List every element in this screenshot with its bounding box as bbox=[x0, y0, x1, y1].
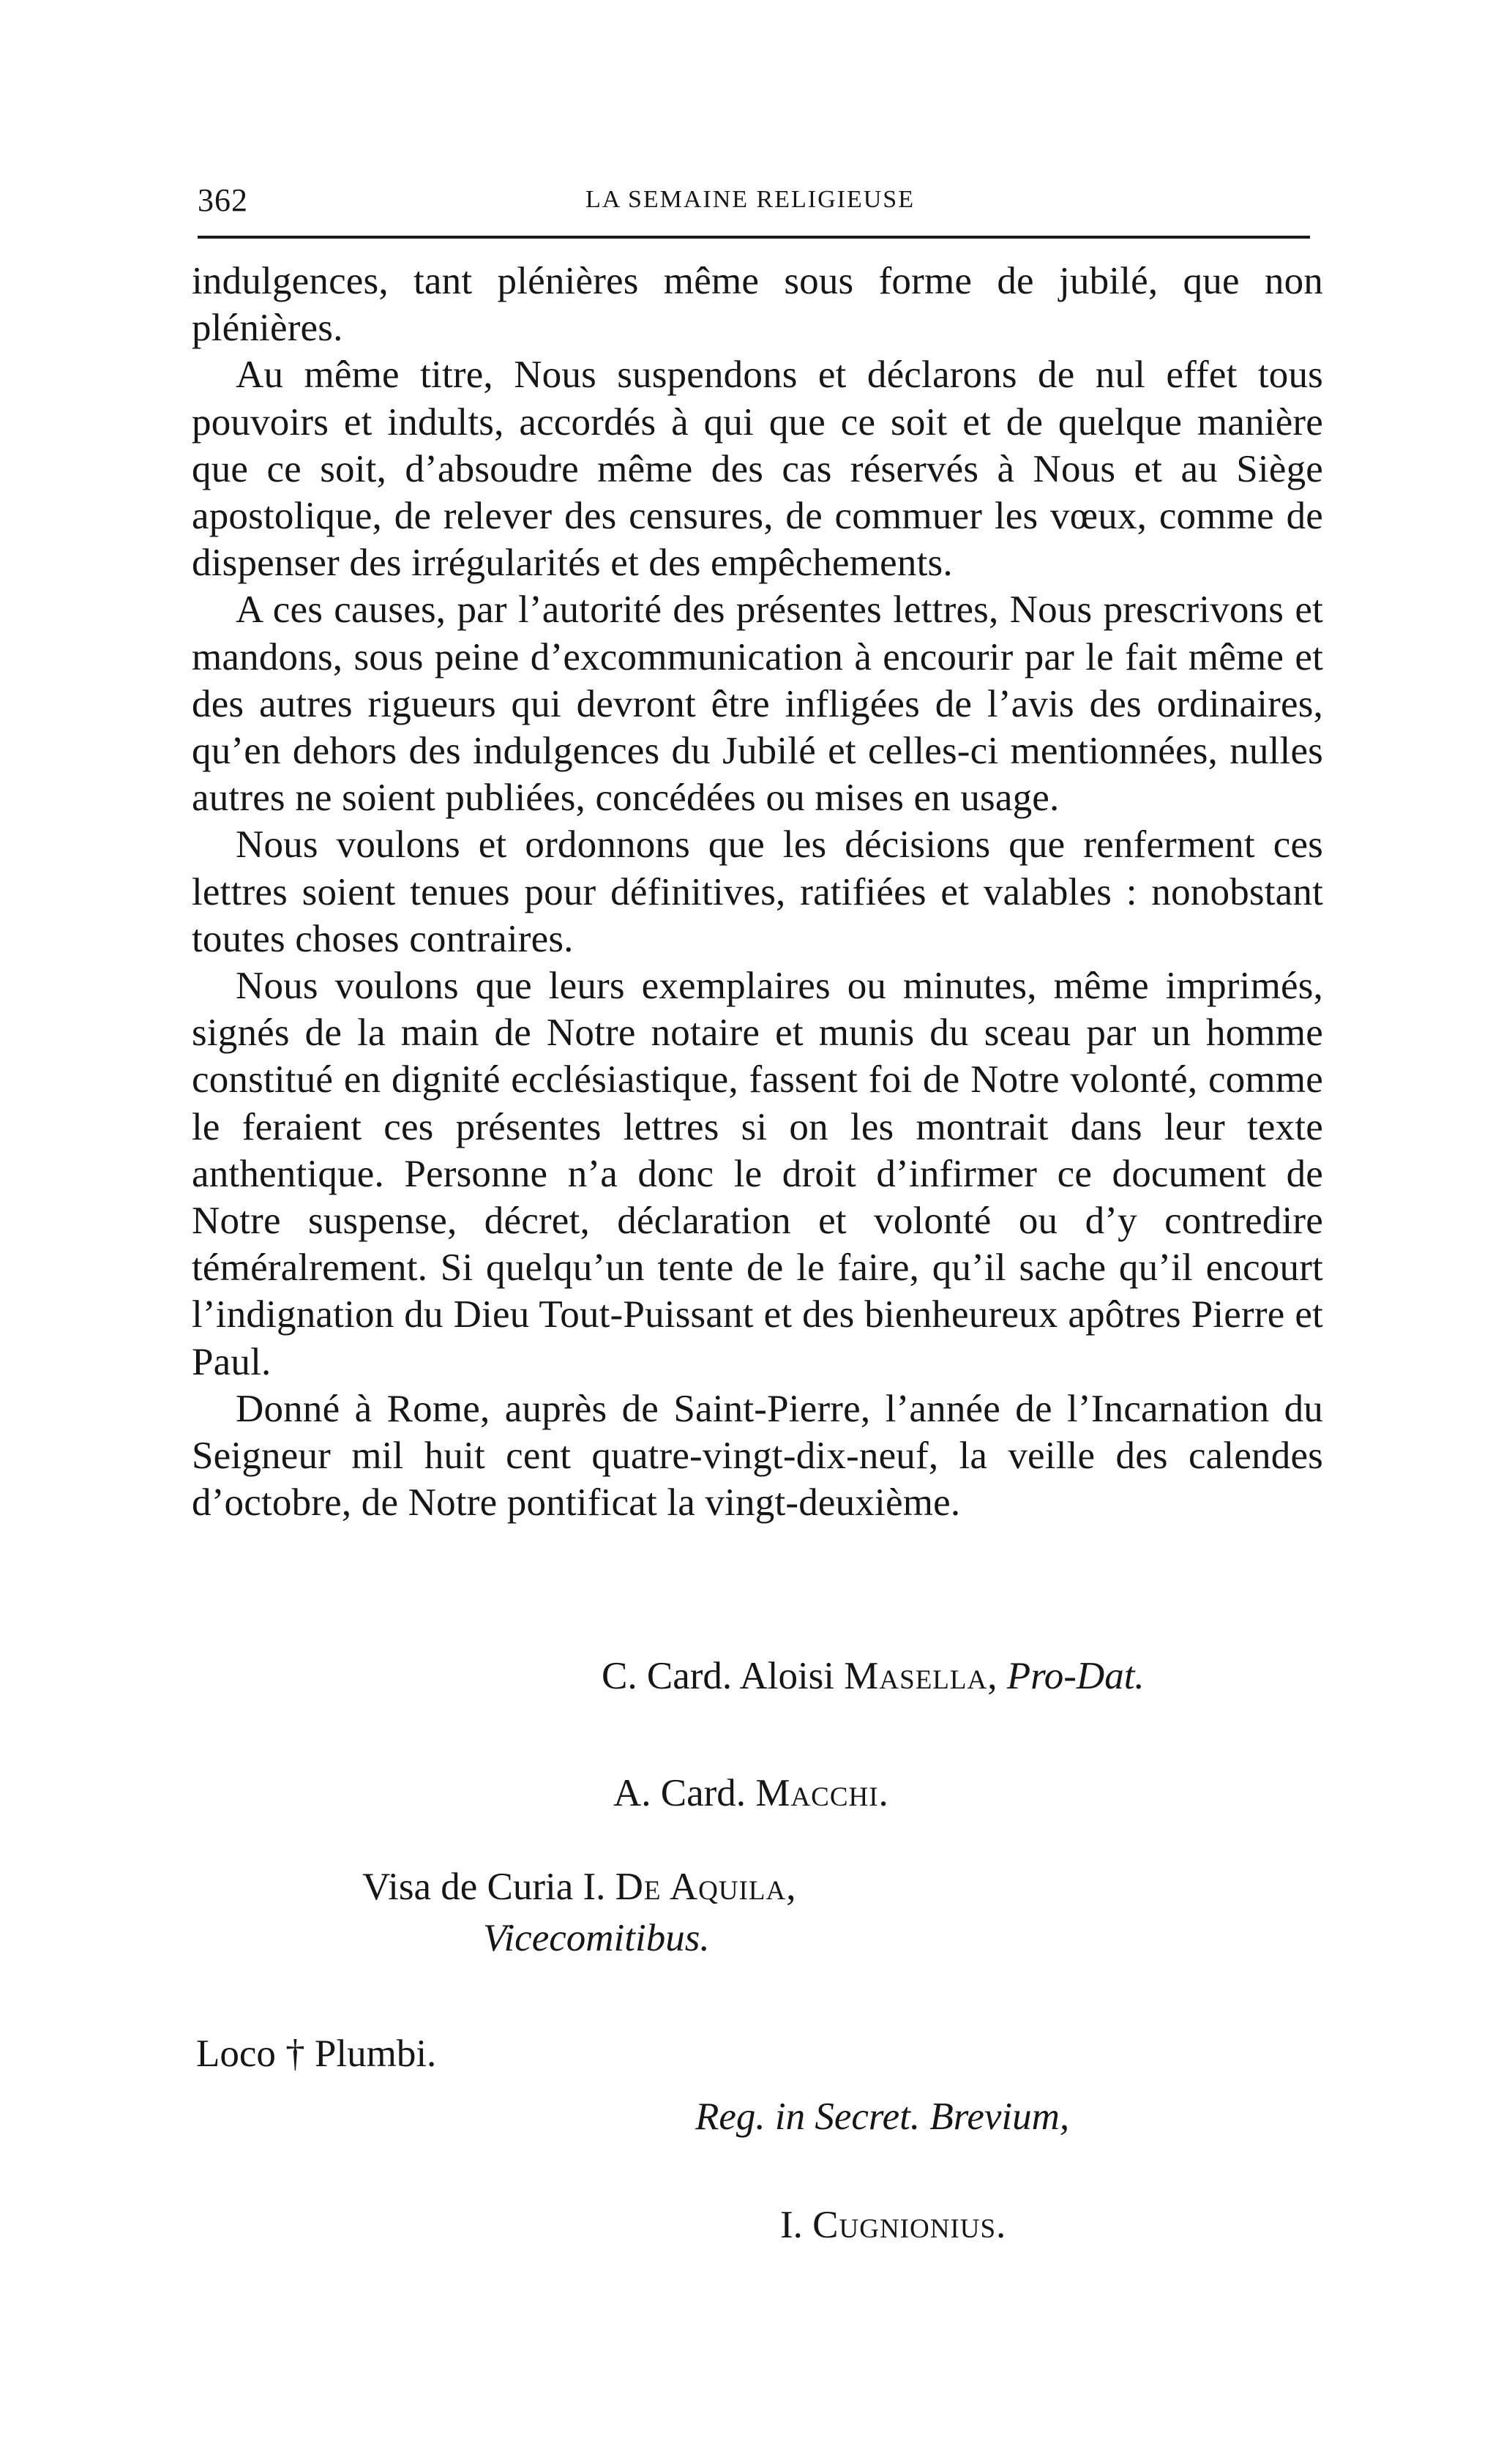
page-number: 362 bbox=[198, 182, 248, 218]
body-text bbox=[192, 258, 1323, 1526]
paragraph-copies: Nous voulons que leurs exemplaires ou minutes, même imprimés, signés de la main de Notre notaire et munis du sceau par un homme constitué en dignité ecclésiastique, fassent foi de Notre volonté, comme le feraient ces présentes lettres si on les montrait dans leur texte anthentique. Personne n’a donc le droit d’infirmer ce document de Notre suspense, décret, déclaration et volonté ou d’y contredire téméralrement. Si quelqu’un tente de le faire, qu’il sache qu’il encourt l’indignation du Dieu Tout-Puissant et des bienheureux apôtres Pierre et Paul. bbox=[192, 965, 1323, 1383]
signature-visa-prefix: Visa de Curia I. bbox=[362, 1866, 606, 1908]
running-head bbox=[198, 182, 1310, 225]
running-title: LA SEMAINE RELIGIEUSE bbox=[585, 186, 915, 213]
signature-visa-title: Vicecomitibus. bbox=[483, 1917, 710, 1959]
signature-macchi bbox=[613, 1771, 889, 1815]
signature-visa-name: De Aquila, bbox=[615, 1866, 797, 1908]
paragraph-continuation: indulgences, tant plénières même sous forme de jubilé, que non plénières. bbox=[192, 260, 1323, 350]
paragraph-dating: Donné à Rome, auprès de Saint-Pierre, l’année de l’Incarnation du Seigneur mil huit cent quatre-vingt-dix-neuf, la veille des calendes d’octobre, de Notre pontificat la vingt-deuxième. bbox=[192, 1387, 1323, 1525]
signature-macchi-name: Macchi. bbox=[755, 1772, 889, 1814]
signature-masella-prefix: C. Card. Aloisi bbox=[602, 1655, 835, 1697]
signature-cugnionius-name: Cugnionius. bbox=[812, 2204, 1007, 2246]
signature-cugnionius bbox=[780, 2203, 1006, 2247]
signature-macchi-prefix: A. Card. bbox=[613, 1772, 746, 1814]
header-rule bbox=[198, 236, 1310, 239]
seal-line: Loco † Plumbi. bbox=[196, 2032, 437, 2075]
registry-line: Reg. in Secret. Brevium, bbox=[695, 2095, 1070, 2138]
signature-masella-name: Masella bbox=[844, 1655, 988, 1697]
paragraph-suspension: Au même titre, Nous suspendons et déclarons de nul effet tous pouvoirs et indults, accordés à qui que ce soit et de quelque manière que ce soit, d’absoudre même des cas réservés à Nous et au Siège apostolique, de relever des censures, de commuer les vœux, comme de dispenser des irrégularités et des empêchements. bbox=[192, 354, 1323, 585]
signature-masella: C. Card. Aloisi Masella, Pro-Dat. bbox=[602, 1655, 1145, 1697]
signature-masella-title: Pro-Dat. bbox=[1006, 1655, 1145, 1697]
paragraph-prescription: A ces causes, par l’autorité des présentes lettres, Nous prescrivons et mandons, sous peine d’excommunication à encourir par le fait même et des autres rigueurs qui devront être infligées de l’avis des ordinaires, qu’en dehors des indulgences du Jubilé et celles-ci mentionnées, nulles autres ne soient publiées, concédées ou mises en usage. bbox=[192, 588, 1323, 820]
signature-visa bbox=[362, 1865, 796, 1909]
paragraph-decisions: Nous voulons et ordonnons que les décisions que renferment ces lettres soient tenues pour définitives, ratifiées et valables : nonobstant toutes choses contraires. bbox=[192, 823, 1323, 960]
signature-cugnionius-prefix: I. bbox=[780, 2204, 803, 2246]
